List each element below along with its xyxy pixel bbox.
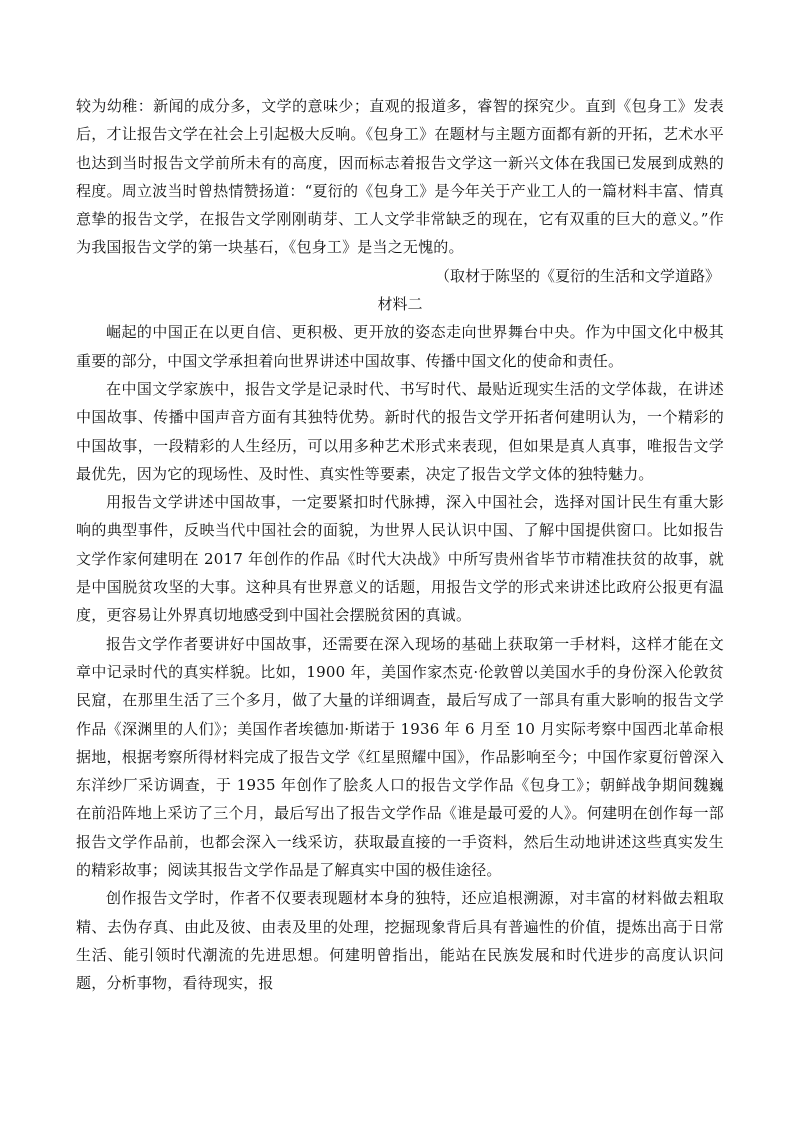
paragraph-material2-4: 报告文学作者要讲好中国故事，还需要在深入现场的基础上获取第一手材料，这样才能在文章中记录时代的真实样貌。比如，1900 年，美国作家杰克·伦敦曾以美国水手的身份深入伦敦贫民窟，在那里生活了三个多月，做了大量的详细调查，最后写成了一部具有重大影响的报告文学作品《深渊里的人们》；美国作者埃德加·斯诺于 1936 年 6 月至 10 月实际考察中国西北革命根据地，根据考察所得材料完成了报告文学《红星照耀中国》，作品影响至今；中国作家夏衍曾深入东洋纱厂采访调查，于 1935 年创作了脍炙人口的报告文学作品《包身工》；朝鲜战争期间魏巍在前沿阵地上采访了三个月，最后写出了报告文学作品《谁是最可爱的人》。何建明在创作每一部报告文学作品前，也都会深入一线采访，获取最直接的一手资料，然后生动地讲述这些真实发生的精彩故事；阅读其报告文学作品是了解真实中国的极佳途径。 xyxy=(76,634,724,880)
document-page xyxy=(76,92,724,998)
paragraph-material2-3: 用报告文学讲述中国故事，一定要紧扣时代脉搏，深入中国社会，选择对国计民生有重大影响的典型事件，反映当代中国社会的面貌，为世界人民认识中国、了解中国提供窗口。比如报告文学作家何建明在 2017 年创作的作品《时代大决战》中所写贵州省毕节市精准扶贫的故事，就是中国脱贫攻坚的大事。这种具有世界意义的话题，用报告文学的形式来讲述比政府公报更有温度，更容易让外界真切地感受到中国社会摆脱贫困的真诚。 xyxy=(76,493,724,625)
paragraph-material2-5: 创作报告文学时，作者不仅要表现题材本身的独特，还应追根溯源，对丰富的材料做去粗取精、去伪存真、由此及彼、由表及里的处理，挖掘现象背后具有普遍性的价值，提炼出高于日常生活、能引领时代潮流的先进思想。何建明曾指出，能站在民族发展和时代进步的高度认识问题，分析事物，看待现实，报 xyxy=(76,889,724,993)
paragraph-material1-conclusion: 较为幼稚：新闻的成分多，文学的意味少；直观的报道多，睿智的探究少。直到《包身工》发表后，才让报告文学在社会上引起极大反响。《包身工》在题材与主题方面都有新的开拓，艺术水平也达到当时报告文学前所未有的高度，因而标志着报告文学这一新兴文体在我国已发展到成熟的程度。周立波当时曾热情赞扬道：“夏衍的《包身工》是今年关于产业工人的一篇材料丰富、情真意挚的报告文学，在报告文学刚刚萌芽、工人文学非常缺乏的现在，它有双重的巨大的意义。”作为我国报告文学的第一块基石，《包身工》是当之无愧的。 xyxy=(76,97,724,257)
source-citation: （取材于陈坚的《夏衍的生活和文学道路》 xyxy=(434,266,720,285)
paragraph-material2-2: 在中国文学家族中，报告文学是记录时代、书写时代、最贴近现实生活的文学体裁，在讲述中国故事、传播中国声音方面有其独特优势。新时代的报告文学开拓者何建明认为，一个精彩的中国故事，一段精彩的人生经历，可以用多种艺术形式来表现，但如果是真人真事，唯报告文学最优先，因为它的现场性、及时性、真实性等要素，决定了报告文学文体的独特魅力。 xyxy=(76,379,724,483)
paragraph-material2-1: 崛起的中国正在以更自信、更积极、更开放的姿态走向世界舞台中央。作为中国文化中极其重要的部分，中国文学承担着向世界讲述中国故事、传播中国文化的使命和责任。 xyxy=(76,323,724,370)
section-heading-material2: 材料二 xyxy=(377,295,423,314)
